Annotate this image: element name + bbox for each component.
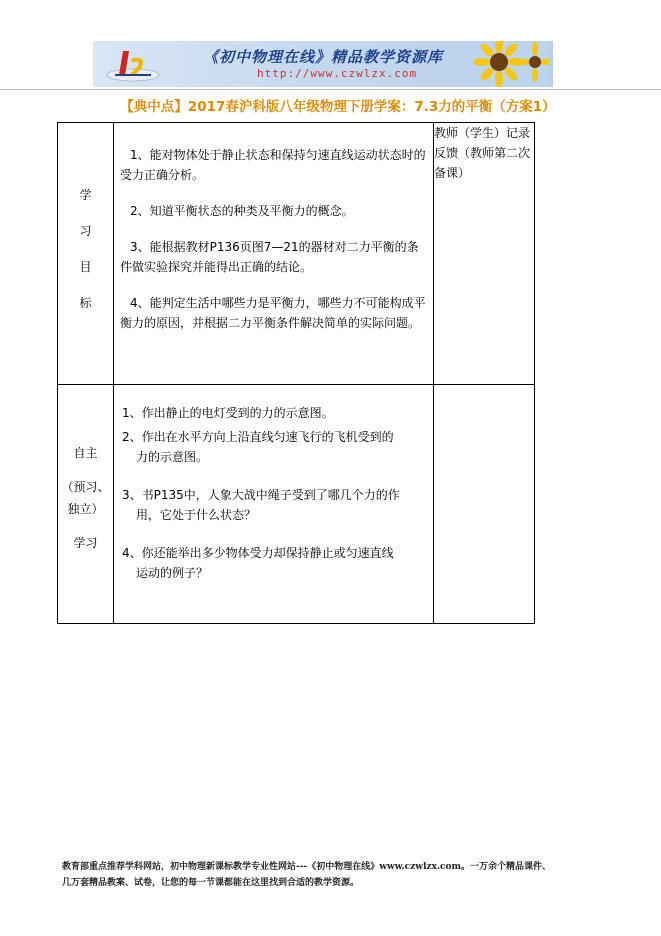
lesson-plan-table — [57, 122, 535, 624]
heading-line: 独立） — [67, 502, 104, 516]
sunflower-icon — [469, 41, 549, 87]
table-row-objectives — [58, 123, 535, 385]
heading-line: 学习 — [73, 536, 98, 550]
task-item — [114, 543, 433, 583]
task-item — [114, 485, 433, 525]
task-text: 作出静止的电灯受到的力的示意图。 — [141, 406, 334, 420]
document-title: 【典中点】2017春沪科版八年级物理下册学案：7.3力的平衡（方案1） — [120, 99, 556, 115]
task-number: 3、 — [122, 488, 142, 502]
tasks-cell — [114, 385, 434, 624]
section-heading-objectives — [58, 123, 114, 385]
heading-char: 目 — [79, 260, 92, 274]
section-heading-self-study — [58, 385, 114, 624]
task-item — [114, 427, 433, 467]
task-text: 你还能举出多少物体受力却保持静止或匀速直线 — [141, 546, 394, 560]
header-banner — [93, 41, 553, 87]
feedback-cell-empty — [434, 385, 535, 624]
task-number: 4、 — [122, 546, 142, 560]
table-row-self-study — [58, 385, 535, 624]
objective-item: 3、能根据教材P136页图7—21的器材对二力平衡的条件做实验探究并能得出正确的结论。 — [120, 240, 419, 274]
task-text: 书P135中，人象大战中绳子受到了哪几个力的作 — [141, 488, 400, 502]
header-divider — [0, 89, 661, 90]
heading-char: 学 — [79, 188, 92, 202]
task-number: 1、 — [122, 406, 142, 420]
task-number: 2、 — [122, 430, 142, 444]
heading-line: （预习、 — [61, 480, 110, 494]
site-name: 《初中物理在线》精品教学资源库 — [203, 48, 444, 66]
task-text: 作出在水平方向上沿直线匀速飞行的飞机受到的 — [141, 430, 394, 444]
task-text-continued: 用，它处于什么状态？ — [136, 508, 257, 522]
site-logo-icon — [105, 45, 161, 85]
heading-line: 自主 — [73, 446, 98, 460]
task-text-continued: 力的示意图。 — [136, 450, 209, 464]
task-text-continued: 运动的例子？ — [136, 566, 209, 580]
objective-item: 1、能对物体处于静止状态和保持匀速直线运动状态时的受力正确分析。 — [120, 148, 426, 182]
footer-line: 几万套精品教案、试卷，让您的每一节课都能在这里找到合适的教学资源。 — [62, 878, 360, 888]
objective-item: 4、能判定生活中哪些力是平衡力，哪些力不可能构成平衡力的原因，并根据二力平衡条件解决简单的实际问题。 — [120, 296, 426, 330]
objectives-cell — [114, 123, 434, 385]
feedback-cell: 教师（学生）记录反馈（教师第二次备课） — [434, 123, 535, 385]
heading-char: 习 — [79, 224, 92, 238]
footer-line: 教育部重点推荐学科网站，初中物理新课标教学专业性网站---《初中物理在线》www.czwlzx.com。一万余个精品课件、 — [62, 862, 552, 872]
heading-char: 标 — [79, 296, 92, 310]
task-item — [114, 403, 433, 423]
site-url: http://www.czwlzx.com — [257, 67, 418, 80]
objective-item: 2、知道平衡状态的种类及平衡力的概念。 — [130, 204, 354, 218]
page-footer — [62, 859, 622, 891]
